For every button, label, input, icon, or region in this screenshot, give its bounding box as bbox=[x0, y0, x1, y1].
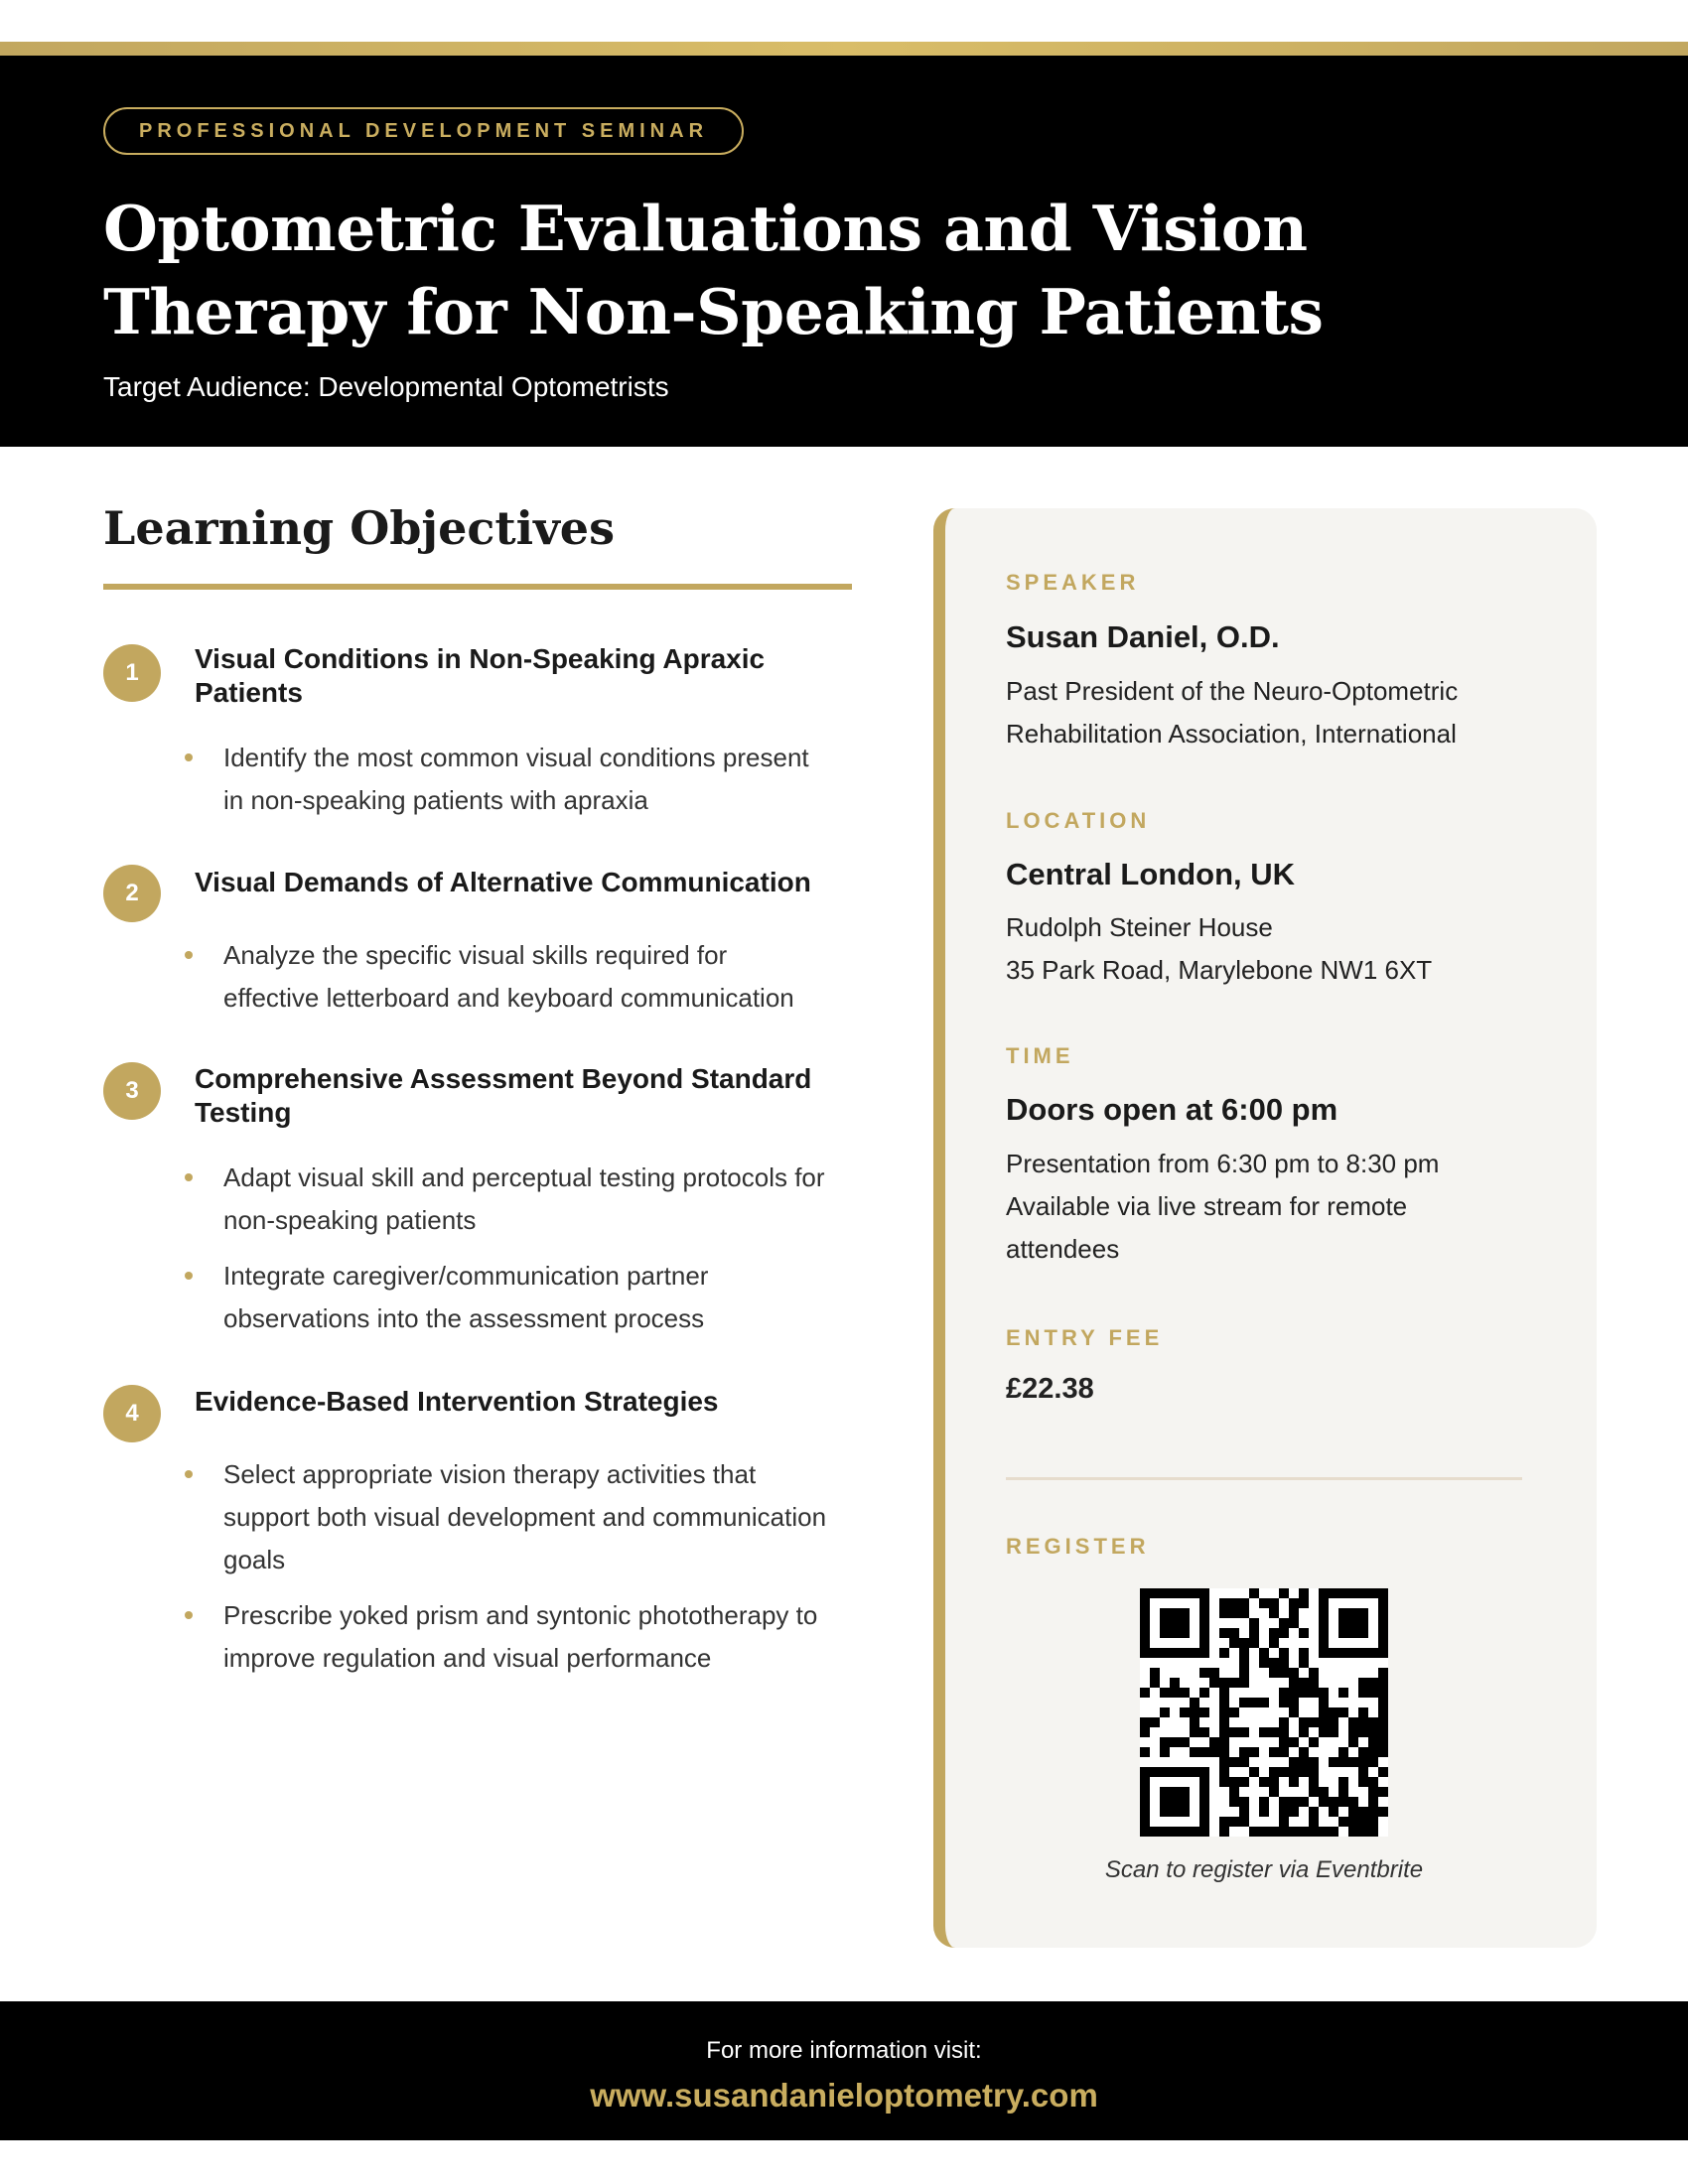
entry-fee-price: £22.38 bbox=[1006, 1373, 1094, 1405]
objective-bullet: Identify the most common visual conditions present in non-speaking patients with apraxia bbox=[223, 743, 809, 815]
qr-code-icon[interactable] bbox=[1140, 1588, 1388, 1837]
bullet-dot bbox=[185, 1272, 193, 1280]
objective-bullet: Adapt visual skill and perceptual testing protocols for non-speaking patients bbox=[223, 1162, 825, 1235]
header-banner bbox=[0, 56, 1688, 447]
objective-number-badge: 2 bbox=[103, 865, 161, 922]
bullet-dot bbox=[185, 753, 193, 761]
objective-title: Comprehensive Assessment Beyond Standard Testing bbox=[195, 1063, 812, 1128]
location-address: 35 Park Road, Marylebone NW1 6XT bbox=[1006, 955, 1433, 985]
speaker-credential-line: Rehabilitation Association, International bbox=[1006, 719, 1457, 749]
location-name: Central London, UK bbox=[1006, 857, 1296, 891]
objective-bullet: Analyze the specific visual skills required for effective letterboard and keyboard communication bbox=[223, 940, 794, 1013]
speaker-name: Susan Daniel, O.D. bbox=[1006, 619, 1280, 654]
objectives-heading: Learning Objectives bbox=[103, 501, 615, 555]
bullet-dot bbox=[185, 951, 193, 959]
target-audience: Target Audience: Developmental Optometrists bbox=[103, 371, 669, 402]
objectives-divider bbox=[103, 584, 852, 590]
objective-title: Visual Demands of Alternative Communication bbox=[195, 867, 811, 897]
objective-title: Evidence-Based Intervention Strategies bbox=[195, 1386, 719, 1417]
time-label: TIME bbox=[1006, 1043, 1074, 1068]
qr-caption: Scan to register via Eventbrite bbox=[1104, 1856, 1424, 1883]
footer-banner bbox=[0, 2001, 1688, 2140]
objective-number-badge: 1 bbox=[103, 644, 161, 702]
website-link[interactable]: www.susandanieloptometry.com bbox=[590, 2077, 1098, 2114]
title-line-2: Therapy for Non-Speaking Patients bbox=[103, 275, 1324, 348]
objective-title: Visual Conditions in Non-Speaking Apraxic Patients bbox=[195, 643, 766, 708]
title-line-1: Optometric Evaluations and Vision bbox=[103, 192, 1308, 265]
location-venue: Rudolph Steiner House bbox=[1006, 912, 1273, 942]
bullet-dot bbox=[185, 1611, 193, 1619]
objective-bullet: Select appropriate vision therapy activities that support both visual development and communication goals bbox=[223, 1459, 827, 1574]
livestream-note: Available via live stream for remote bbox=[1006, 1191, 1408, 1221]
footer-text: For more information visit: bbox=[706, 2037, 982, 2064]
objective-number-badge: 4 bbox=[103, 1385, 161, 1442]
speaker-label: SPEAKER bbox=[1006, 570, 1140, 595]
livestream-note: attendees bbox=[1006, 1234, 1120, 1264]
register-label: REGISTER bbox=[1006, 1534, 1150, 1559]
speaker-credential-line: Past President of the Neuro-Optometric bbox=[1006, 676, 1459, 706]
objective-bullet: Integrate caregiver/communication partner observations into the assessment process bbox=[223, 1261, 709, 1333]
objective-bullet: Prescribe yoked prism and syntonic phototherapy to improve regulation and visual performance bbox=[223, 1600, 818, 1673]
seminar-badge: PROFESSIONAL DEVELOPMENT SEMINAR bbox=[103, 107, 744, 155]
card-divider bbox=[1006, 1477, 1522, 1480]
entry-fee-label: ENTRY FEE bbox=[1006, 1325, 1164, 1350]
top-gold-stripe bbox=[0, 42, 1688, 56]
location-label: LOCATION bbox=[1006, 808, 1151, 833]
objective-number-badge: 3 bbox=[103, 1062, 161, 1120]
presentation-time: Presentation from 6:30 pm to 8:30 pm bbox=[1006, 1149, 1440, 1178]
bullet-dot bbox=[185, 1470, 193, 1478]
doors-open-time: Doors open at 6:00 pm bbox=[1006, 1092, 1338, 1127]
page-title bbox=[103, 187, 1394, 353]
bullet-dot bbox=[185, 1173, 193, 1181]
